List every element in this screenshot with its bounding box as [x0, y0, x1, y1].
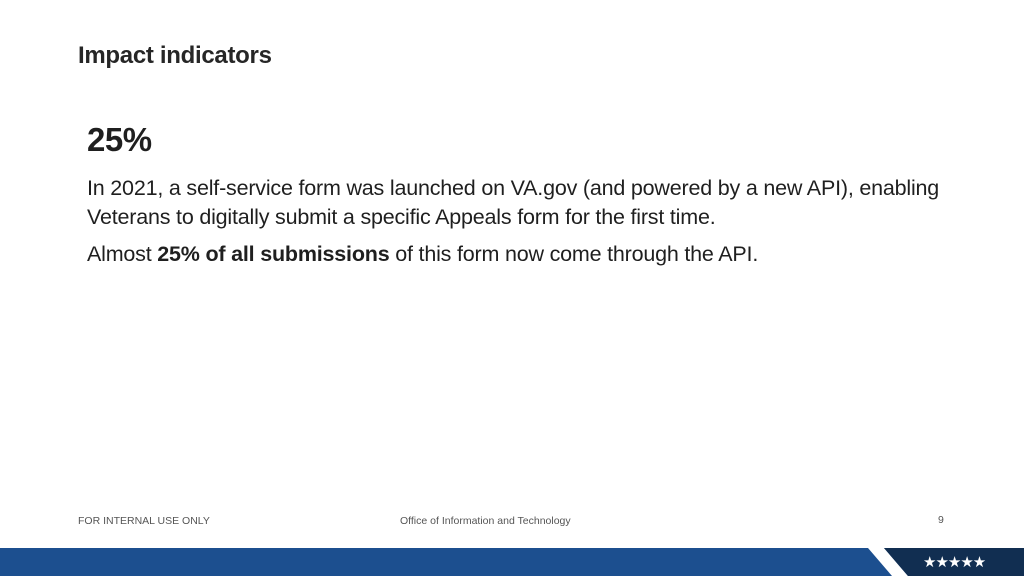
- footer-bar: [0, 548, 1024, 576]
- slide-body: [87, 174, 967, 269]
- footer-classification: FOR INTERNAL USE ONLY: [78, 515, 210, 527]
- result-suffix: of this form now come through the API.: [389, 242, 759, 266]
- stars-icon: ★★★★★: [923, 553, 986, 571]
- page-number: 9: [938, 514, 944, 526]
- footer-bar-blue: [0, 548, 1024, 576]
- footer-office: Office of Information and Technology: [400, 515, 571, 527]
- description-paragraph: In 2021, a self-service form was launched on VA.gov (and powered by a new API), enabling Veterans to digitally submit a specific Appeals form for the first time.: [87, 176, 940, 229]
- result-highlight: 25% of all submissions: [157, 242, 390, 266]
- result-prefix: Almost: [87, 242, 158, 266]
- result-paragraph: [87, 240, 967, 269]
- stat-value: 25%: [87, 121, 152, 158]
- slide-title: Impact indicators: [78, 42, 272, 69]
